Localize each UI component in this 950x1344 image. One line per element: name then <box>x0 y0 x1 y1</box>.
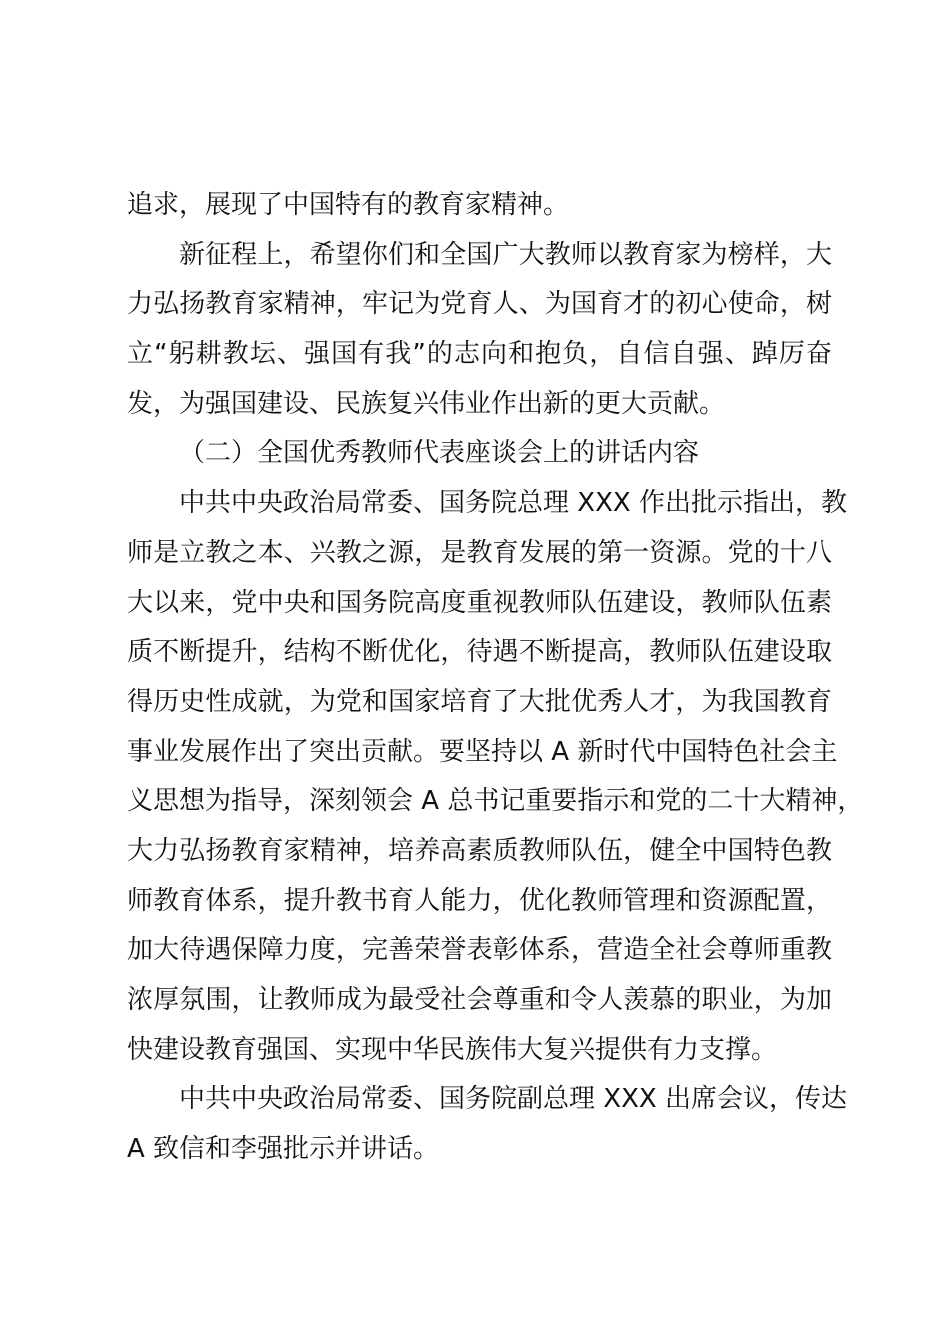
text-line: 浓厚氛围，让教师成为最受社会尊重和令人羡慕的职业，为加 <box>127 985 832 1015</box>
text-line: 师教育体系，提升教书育人能力，优化教师管理和资源配置， <box>127 885 832 916</box>
text-line: A 致信和李强批示并讲话。 <box>127 1134 440 1165</box>
paragraph-1 <box>127 181 832 231</box>
text-line: 大以来，党中央和国务院高度重视教师队伍建设，教师队伍素 <box>127 587 832 618</box>
text-line: 快建设教育强国、实现中华民族伟大复兴提供有力支撑。 <box>127 1034 778 1065</box>
text-line: 师是立教之本、兴教之源，是教育发展的第一资源。党的十八 <box>127 537 832 568</box>
paragraph-2 <box>127 231 832 430</box>
section-heading-text: （二）全国优秀教师代表座谈会上的讲话内容 <box>179 438 700 469</box>
paragraph-4 <box>127 1075 847 1174</box>
text-line: 中共中央政治局常委、国务院副总理 XXX 出席会议，传达 <box>179 1084 847 1115</box>
text-line: 加大待遇保障力度，完善荣誉表彰体系，营造全社会尊师重教 <box>127 935 832 966</box>
paragraph-3 <box>127 479 864 1075</box>
document-body <box>127 181 864 1175</box>
text-line: 事业发展作出了突出贡献。要坚持以 A 新时代中国特色社会主 <box>127 736 838 767</box>
text-line: 发，为强国建设、民族复兴伟业作出新的更大贡献。 <box>127 388 726 419</box>
text-line: 追求，展现了中国特有的教育家精神。 <box>127 190 570 220</box>
text-line: 大力弘扬教育家精神，培养高素质教师队伍，健全中国特色教 <box>127 835 832 866</box>
text-line: 得历史性成就，为党和国家培育了大批优秀人才，为我国教育 <box>127 686 832 717</box>
section-heading <box>127 429 832 479</box>
text-line: 中共中央政治局常委、国务院总理 XXX 作出批示指出，教 <box>179 488 847 519</box>
text-line: 义思想为指导，深刻领会 A 总书记重要指示和党的二十大精神， <box>127 786 864 817</box>
text-line: 立“躬耕教坛、强国有我”的志向和抱负，自信自强、踔厉奋 <box>127 339 832 370</box>
text-line: 力弘扬教育家精神，牢记为党育人、为国育才的初心使命，树 <box>127 289 832 320</box>
text-line: 新征程上，希望你们和全国广大教师以教育家为榜样，大 <box>179 239 832 270</box>
text-line: 质不断提升，结构不断优化，待遇不断提高，教师队伍建设取 <box>127 637 832 668</box>
